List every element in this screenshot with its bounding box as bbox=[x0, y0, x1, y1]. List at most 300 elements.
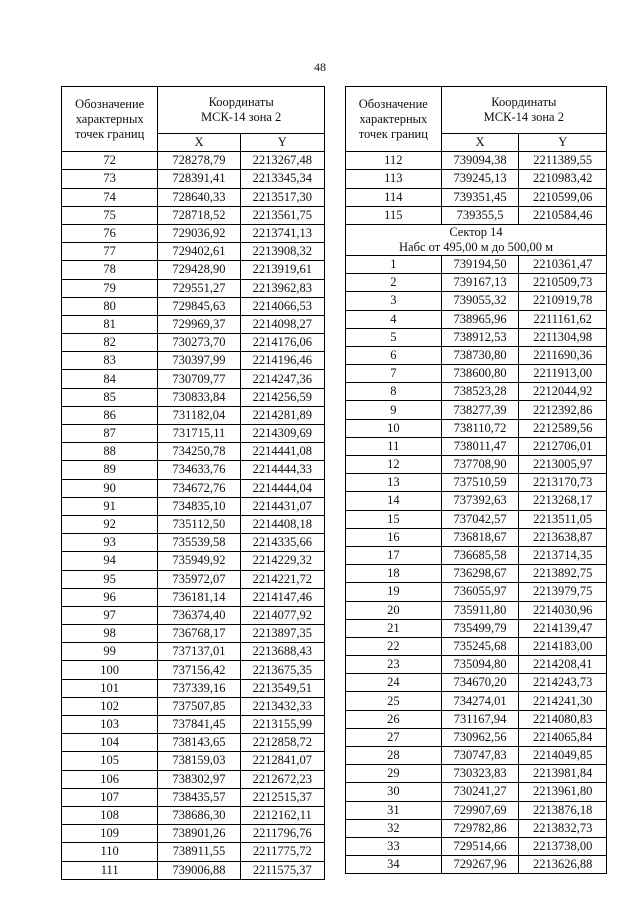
sector-subtitle: Набс от 495,00 м до 500,00 м bbox=[399, 239, 553, 254]
point-id-cell: 22 bbox=[346, 637, 442, 655]
point-id-cell: 6 bbox=[346, 346, 442, 364]
x-value-cell: 728640,33 bbox=[158, 188, 240, 206]
table-row bbox=[62, 297, 325, 315]
x-value-cell: 736055,97 bbox=[441, 583, 519, 601]
designation-header bbox=[346, 87, 442, 152]
point-id-cell: 100 bbox=[62, 661, 158, 679]
table-row bbox=[346, 474, 607, 492]
y-value-cell: 2214408,18 bbox=[240, 515, 324, 533]
y-value-cell: 2214256,59 bbox=[240, 388, 324, 406]
x-value-cell: 734250,78 bbox=[158, 443, 240, 461]
y-value-cell: 2213638,87 bbox=[519, 528, 607, 546]
point-id-cell: 86 bbox=[62, 406, 158, 424]
table-row bbox=[62, 697, 325, 715]
point-id-cell: 95 bbox=[62, 570, 158, 588]
table-row bbox=[346, 346, 607, 364]
y-value-cell: 2214241,30 bbox=[519, 692, 607, 710]
table-row bbox=[62, 279, 325, 297]
y-value-cell: 2214077,92 bbox=[240, 606, 324, 624]
point-id-cell: 106 bbox=[62, 770, 158, 788]
table-row bbox=[62, 806, 325, 824]
point-id-cell: 15 bbox=[346, 510, 442, 528]
y-value-cell: 2213961,80 bbox=[519, 783, 607, 801]
point-id-cell: 101 bbox=[62, 679, 158, 697]
y-value-cell: 2211796,76 bbox=[240, 825, 324, 843]
table-row bbox=[62, 534, 325, 552]
x-value-cell: 734274,01 bbox=[441, 692, 519, 710]
point-id-cell: 78 bbox=[62, 261, 158, 279]
table-row bbox=[62, 570, 325, 588]
table-row bbox=[346, 583, 607, 601]
point-id-cell: 99 bbox=[62, 643, 158, 661]
point-id-cell: 96 bbox=[62, 588, 158, 606]
table-row bbox=[346, 856, 607, 874]
x-value-cell: 738159,03 bbox=[158, 752, 240, 770]
y-value-cell: 2214444,33 bbox=[240, 461, 324, 479]
point-id-cell: 18 bbox=[346, 565, 442, 583]
y-column-header: Y bbox=[240, 134, 324, 152]
point-id-cell: 76 bbox=[62, 224, 158, 242]
table-row bbox=[346, 728, 607, 746]
y-value-cell: 2214139,47 bbox=[519, 619, 607, 637]
x-value-cell: 738912,53 bbox=[441, 328, 519, 346]
x-value-cell: 737339,16 bbox=[158, 679, 240, 697]
right-table-body-top bbox=[346, 152, 607, 225]
designation-header-line: точек границ bbox=[75, 126, 145, 141]
y-value-cell: 2210599,06 bbox=[519, 188, 607, 206]
x-value-cell: 729969,37 bbox=[158, 315, 240, 333]
x-value-cell: 728391,41 bbox=[158, 170, 240, 188]
y-value-cell: 2213561,75 bbox=[240, 206, 324, 224]
point-id-cell: 28 bbox=[346, 747, 442, 765]
x-value-cell: 738011,47 bbox=[441, 437, 519, 455]
y-value-cell: 2214247,36 bbox=[240, 370, 324, 388]
y-value-cell: 2213675,35 bbox=[240, 661, 324, 679]
point-id-cell: 85 bbox=[62, 388, 158, 406]
table-row bbox=[62, 716, 325, 734]
point-id-cell: 32 bbox=[346, 819, 442, 837]
point-id-cell: 30 bbox=[346, 783, 442, 801]
point-id-cell: 25 bbox=[346, 692, 442, 710]
x-value-cell: 729514,66 bbox=[441, 837, 519, 855]
point-id-cell: 112 bbox=[346, 152, 442, 170]
x-value-cell: 737137,01 bbox=[158, 643, 240, 661]
x-value-cell: 737510,59 bbox=[441, 474, 519, 492]
point-id-cell: 26 bbox=[346, 710, 442, 728]
x-value-cell: 736685,58 bbox=[441, 546, 519, 564]
x-value-cell: 737708,90 bbox=[441, 456, 519, 474]
x-value-cell: 738110,72 bbox=[441, 419, 519, 437]
y-value-cell: 2213626,88 bbox=[519, 856, 607, 874]
point-id-cell: 34 bbox=[346, 856, 442, 874]
point-id-cell: 13 bbox=[346, 474, 442, 492]
y-value-cell: 2214098,27 bbox=[240, 315, 324, 333]
point-id-cell: 94 bbox=[62, 552, 158, 570]
y-value-cell: 2213517,30 bbox=[240, 188, 324, 206]
x-value-cell: 738523,28 bbox=[441, 383, 519, 401]
y-value-cell: 2213005,97 bbox=[519, 456, 607, 474]
point-id-cell: 72 bbox=[62, 152, 158, 170]
x-value-cell: 738965,96 bbox=[441, 310, 519, 328]
point-id-cell: 104 bbox=[62, 734, 158, 752]
table-row bbox=[346, 437, 607, 455]
point-id-cell: 92 bbox=[62, 515, 158, 533]
y-value-cell: 2211913,00 bbox=[519, 365, 607, 383]
table-row bbox=[62, 825, 325, 843]
point-id-cell: 9 bbox=[346, 401, 442, 419]
x-value-cell: 738686,30 bbox=[158, 806, 240, 824]
y-value-cell: 2213155,99 bbox=[240, 716, 324, 734]
table-row bbox=[346, 510, 607, 528]
x-value-cell: 735911,80 bbox=[441, 601, 519, 619]
x-value-cell: 739351,45 bbox=[441, 188, 519, 206]
table-row bbox=[346, 801, 607, 819]
coordinates-header bbox=[441, 87, 606, 134]
x-value-cell: 729402,61 bbox=[158, 243, 240, 261]
y-value-cell: 2212162,11 bbox=[240, 806, 324, 824]
table-row bbox=[346, 565, 607, 583]
point-id-cell: 24 bbox=[346, 674, 442, 692]
x-value-cell: 736818,67 bbox=[441, 528, 519, 546]
designation-header-line: точек границ bbox=[358, 126, 428, 141]
point-id-cell: 5 bbox=[346, 328, 442, 346]
point-id-cell: 89 bbox=[62, 461, 158, 479]
table-row bbox=[346, 710, 607, 728]
x-column-header: X bbox=[441, 134, 519, 152]
point-id-cell: 87 bbox=[62, 425, 158, 443]
x-value-cell: 737042,57 bbox=[441, 510, 519, 528]
y-value-cell: 2213345,34 bbox=[240, 170, 324, 188]
y-value-cell: 2213979,75 bbox=[519, 583, 607, 601]
y-value-cell: 2213741,13 bbox=[240, 224, 324, 242]
point-id-cell: 88 bbox=[62, 443, 158, 461]
x-value-cell: 738600,80 bbox=[441, 365, 519, 383]
y-value-cell: 2213962,83 bbox=[240, 279, 324, 297]
page-number: 48 bbox=[314, 60, 326, 74]
y-value-cell: 2210919,78 bbox=[519, 292, 607, 310]
table-row bbox=[62, 170, 325, 188]
designation-header-line: Обозначение bbox=[75, 96, 145, 111]
x-value-cell: 738435,57 bbox=[158, 788, 240, 806]
point-id-cell: 31 bbox=[346, 801, 442, 819]
table-row bbox=[62, 479, 325, 497]
point-id-cell: 23 bbox=[346, 656, 442, 674]
table-row bbox=[346, 656, 607, 674]
table-row bbox=[62, 315, 325, 333]
point-id-cell: 110 bbox=[62, 843, 158, 861]
y-value-cell: 2213432,33 bbox=[240, 697, 324, 715]
point-id-cell: 8 bbox=[346, 383, 442, 401]
designation-header-line: характерных bbox=[359, 111, 428, 126]
table-row bbox=[346, 274, 607, 292]
designation-header-line: Обозначение bbox=[358, 96, 428, 111]
y-value-cell: 2213897,35 bbox=[240, 625, 324, 643]
y-value-cell: 2214243,73 bbox=[519, 674, 607, 692]
x-value-cell: 736298,67 bbox=[441, 565, 519, 583]
table-row bbox=[62, 425, 325, 443]
table-row bbox=[346, 255, 607, 273]
table-row bbox=[346, 637, 607, 655]
point-id-cell: 7 bbox=[346, 365, 442, 383]
y-value-cell: 2214229,32 bbox=[240, 552, 324, 570]
y-value-cell: 2214221,72 bbox=[240, 570, 324, 588]
table-row bbox=[62, 152, 325, 170]
x-value-cell: 739006,88 bbox=[158, 861, 240, 879]
table-row bbox=[62, 752, 325, 770]
y-value-cell: 2214065,84 bbox=[519, 728, 607, 746]
table-row bbox=[346, 492, 607, 510]
x-value-cell: 730241,27 bbox=[441, 783, 519, 801]
coordinates-header-line: МСК-14 зона 2 bbox=[201, 110, 282, 124]
point-id-cell: 2 bbox=[346, 274, 442, 292]
table-row bbox=[62, 861, 325, 879]
table-row bbox=[62, 352, 325, 370]
x-value-cell: 739355,5 bbox=[441, 206, 519, 224]
table-row bbox=[62, 734, 325, 752]
x-value-cell: 736181,14 bbox=[158, 588, 240, 606]
x-value-cell: 737156,42 bbox=[158, 661, 240, 679]
y-value-cell: 2214335,66 bbox=[240, 534, 324, 552]
y-value-cell: 2212044,92 bbox=[519, 383, 607, 401]
table-row bbox=[62, 625, 325, 643]
point-id-cell: 115 bbox=[346, 206, 442, 224]
x-value-cell: 730323,83 bbox=[441, 765, 519, 783]
x-value-cell: 729551,27 bbox=[158, 279, 240, 297]
y-value-cell: 2213170,73 bbox=[519, 474, 607, 492]
x-value-cell: 737841,45 bbox=[158, 716, 240, 734]
y-value-cell: 2214444,04 bbox=[240, 479, 324, 497]
table-row bbox=[62, 188, 325, 206]
table-row bbox=[346, 528, 607, 546]
coordinates-table-right bbox=[345, 86, 607, 874]
table-row bbox=[62, 606, 325, 624]
x-value-cell: 737507,85 bbox=[158, 697, 240, 715]
coordinates-header-line: Координаты bbox=[491, 95, 557, 109]
point-id-cell: 17 bbox=[346, 546, 442, 564]
table-row bbox=[62, 224, 325, 242]
x-value-cell: 735539,58 bbox=[158, 534, 240, 552]
y-value-cell: 2213876,18 bbox=[519, 801, 607, 819]
table-row bbox=[62, 206, 325, 224]
point-id-cell: 83 bbox=[62, 352, 158, 370]
y-value-cell: 2212515,37 bbox=[240, 788, 324, 806]
y-value-cell: 2214066,53 bbox=[240, 297, 324, 315]
x-value-cell: 729782,86 bbox=[441, 819, 519, 837]
y-value-cell: 2211161,62 bbox=[519, 310, 607, 328]
table-row bbox=[346, 328, 607, 346]
y-value-cell: 2210584,46 bbox=[519, 206, 607, 224]
point-id-cell: 109 bbox=[62, 825, 158, 843]
y-value-cell: 2214030,96 bbox=[519, 601, 607, 619]
table-row bbox=[62, 370, 325, 388]
x-value-cell: 738277,39 bbox=[441, 401, 519, 419]
y-value-cell: 2213714,35 bbox=[519, 546, 607, 564]
x-value-cell: 730833,84 bbox=[158, 388, 240, 406]
y-value-cell: 2213908,32 bbox=[240, 243, 324, 261]
table-row bbox=[346, 419, 607, 437]
point-id-cell: 14 bbox=[346, 492, 442, 510]
y-value-cell: 2211775,72 bbox=[240, 843, 324, 861]
x-value-cell: 729267,96 bbox=[441, 856, 519, 874]
table-row bbox=[62, 643, 325, 661]
x-value-cell: 731715,11 bbox=[158, 425, 240, 443]
y-value-cell: 2211690,36 bbox=[519, 346, 607, 364]
sector-header-cell bbox=[346, 224, 607, 255]
x-value-cell: 728718,52 bbox=[158, 206, 240, 224]
x-value-cell: 735094,80 bbox=[441, 656, 519, 674]
designation-header bbox=[62, 87, 158, 152]
y-value-cell: 2213268,17 bbox=[519, 492, 607, 510]
table-row bbox=[62, 388, 325, 406]
point-id-cell: 12 bbox=[346, 456, 442, 474]
point-id-cell: 98 bbox=[62, 625, 158, 643]
point-id-cell: 75 bbox=[62, 206, 158, 224]
table-row bbox=[346, 456, 607, 474]
table-row bbox=[62, 461, 325, 479]
x-value-cell: 738302,97 bbox=[158, 770, 240, 788]
coordinates-header bbox=[158, 87, 325, 134]
x-value-cell: 737392,63 bbox=[441, 492, 519, 510]
x-value-cell: 738143,65 bbox=[158, 734, 240, 752]
y-value-cell: 2213832,73 bbox=[519, 819, 607, 837]
table-row bbox=[346, 783, 607, 801]
x-value-cell: 730747,83 bbox=[441, 747, 519, 765]
table-row bbox=[346, 674, 607, 692]
y-value-cell: 2213919,61 bbox=[240, 261, 324, 279]
table-row bbox=[62, 788, 325, 806]
table-row bbox=[346, 601, 607, 619]
point-id-cell: 81 bbox=[62, 315, 158, 333]
table-row bbox=[346, 188, 607, 206]
y-value-cell: 2213981,84 bbox=[519, 765, 607, 783]
table-row bbox=[62, 515, 325, 533]
table-row bbox=[346, 152, 607, 170]
y-value-cell: 2212841,07 bbox=[240, 752, 324, 770]
table-row bbox=[62, 588, 325, 606]
point-id-cell: 108 bbox=[62, 806, 158, 824]
y-value-cell: 2212858,72 bbox=[240, 734, 324, 752]
x-value-cell: 729845,63 bbox=[158, 297, 240, 315]
table-row bbox=[346, 747, 607, 765]
point-id-cell: 93 bbox=[62, 534, 158, 552]
x-value-cell: 739245,13 bbox=[441, 170, 519, 188]
y-value-cell: 2213688,43 bbox=[240, 643, 324, 661]
y-value-cell: 2214049,85 bbox=[519, 747, 607, 765]
y-value-cell: 2212672,23 bbox=[240, 770, 324, 788]
table-row bbox=[62, 497, 325, 515]
y-value-cell: 2213738,00 bbox=[519, 837, 607, 855]
x-value-cell: 738911,55 bbox=[158, 843, 240, 861]
y-value-cell: 2213267,48 bbox=[240, 152, 324, 170]
table-row bbox=[62, 443, 325, 461]
y-value-cell: 2213511,05 bbox=[519, 510, 607, 528]
y-value-cell: 2211304,98 bbox=[519, 328, 607, 346]
y-value-cell: 2213549,51 bbox=[240, 679, 324, 697]
y-value-cell: 2214281,89 bbox=[240, 406, 324, 424]
x-value-cell: 736768,17 bbox=[158, 625, 240, 643]
y-value-cell: 2214176,06 bbox=[240, 334, 324, 352]
x-value-cell: 739167,13 bbox=[441, 274, 519, 292]
point-id-cell: 16 bbox=[346, 528, 442, 546]
table-row bbox=[62, 261, 325, 279]
y-column-header: Y bbox=[519, 134, 607, 152]
x-value-cell: 729428,90 bbox=[158, 261, 240, 279]
point-id-cell: 10 bbox=[346, 419, 442, 437]
point-id-cell: 80 bbox=[62, 297, 158, 315]
x-column-header: X bbox=[158, 134, 240, 152]
y-value-cell: 2210509,73 bbox=[519, 274, 607, 292]
point-id-cell: 113 bbox=[346, 170, 442, 188]
point-id-cell: 11 bbox=[346, 437, 442, 455]
x-value-cell: 738730,80 bbox=[441, 346, 519, 364]
table-row bbox=[62, 243, 325, 261]
sector-section bbox=[346, 224, 607, 255]
y-value-cell: 2214309,69 bbox=[240, 425, 324, 443]
point-id-cell: 91 bbox=[62, 497, 158, 515]
coordinates-header-line: Координаты bbox=[208, 95, 274, 109]
x-value-cell: 729036,92 bbox=[158, 224, 240, 242]
x-value-cell: 729907,69 bbox=[441, 801, 519, 819]
y-value-cell: 2213892,75 bbox=[519, 565, 607, 583]
y-value-cell: 2214196,46 bbox=[240, 352, 324, 370]
y-value-cell: 2212706,01 bbox=[519, 437, 607, 455]
y-value-cell: 2211389,55 bbox=[519, 152, 607, 170]
table-row bbox=[62, 334, 325, 352]
table-row bbox=[346, 619, 607, 637]
designation-header-line: характерных bbox=[75, 111, 144, 126]
table-row bbox=[62, 770, 325, 788]
coordinates-header-line: МСК-14 зона 2 bbox=[483, 110, 564, 124]
point-id-cell: 4 bbox=[346, 310, 442, 328]
point-id-cell: 97 bbox=[62, 606, 158, 624]
point-id-cell: 82 bbox=[62, 334, 158, 352]
point-id-cell: 90 bbox=[62, 479, 158, 497]
point-id-cell: 29 bbox=[346, 765, 442, 783]
table-row bbox=[62, 406, 325, 424]
table-row bbox=[346, 206, 607, 224]
x-value-cell: 736374,40 bbox=[158, 606, 240, 624]
coordinates-table-left bbox=[61, 86, 325, 880]
x-value-cell: 731167,94 bbox=[441, 710, 519, 728]
point-id-cell: 21 bbox=[346, 619, 442, 637]
x-value-cell: 734835,10 bbox=[158, 497, 240, 515]
x-value-cell: 731182,04 bbox=[158, 406, 240, 424]
table-row bbox=[346, 170, 607, 188]
point-id-cell: 84 bbox=[62, 370, 158, 388]
y-value-cell: 2211575,37 bbox=[240, 861, 324, 879]
point-id-cell: 114 bbox=[346, 188, 442, 206]
point-id-cell: 107 bbox=[62, 788, 158, 806]
x-value-cell: 735245,68 bbox=[441, 637, 519, 655]
y-value-cell: 2214441,08 bbox=[240, 443, 324, 461]
x-value-cell: 734672,76 bbox=[158, 479, 240, 497]
x-value-cell: 735499,79 bbox=[441, 619, 519, 637]
x-value-cell: 730397,99 bbox=[158, 352, 240, 370]
table-row bbox=[346, 365, 607, 383]
table-row bbox=[346, 819, 607, 837]
y-value-cell: 2214080,83 bbox=[519, 710, 607, 728]
y-value-cell: 2214431,07 bbox=[240, 497, 324, 515]
x-value-cell: 739194,50 bbox=[441, 255, 519, 273]
sector-title: Сектор 14 bbox=[449, 224, 503, 239]
point-id-cell: 1 bbox=[346, 255, 442, 273]
y-value-cell: 2212392,86 bbox=[519, 401, 607, 419]
y-value-cell: 2214183,00 bbox=[519, 637, 607, 655]
point-id-cell: 33 bbox=[346, 837, 442, 855]
point-id-cell: 77 bbox=[62, 243, 158, 261]
table-row bbox=[346, 546, 607, 564]
y-value-cell: 2210983,42 bbox=[519, 170, 607, 188]
